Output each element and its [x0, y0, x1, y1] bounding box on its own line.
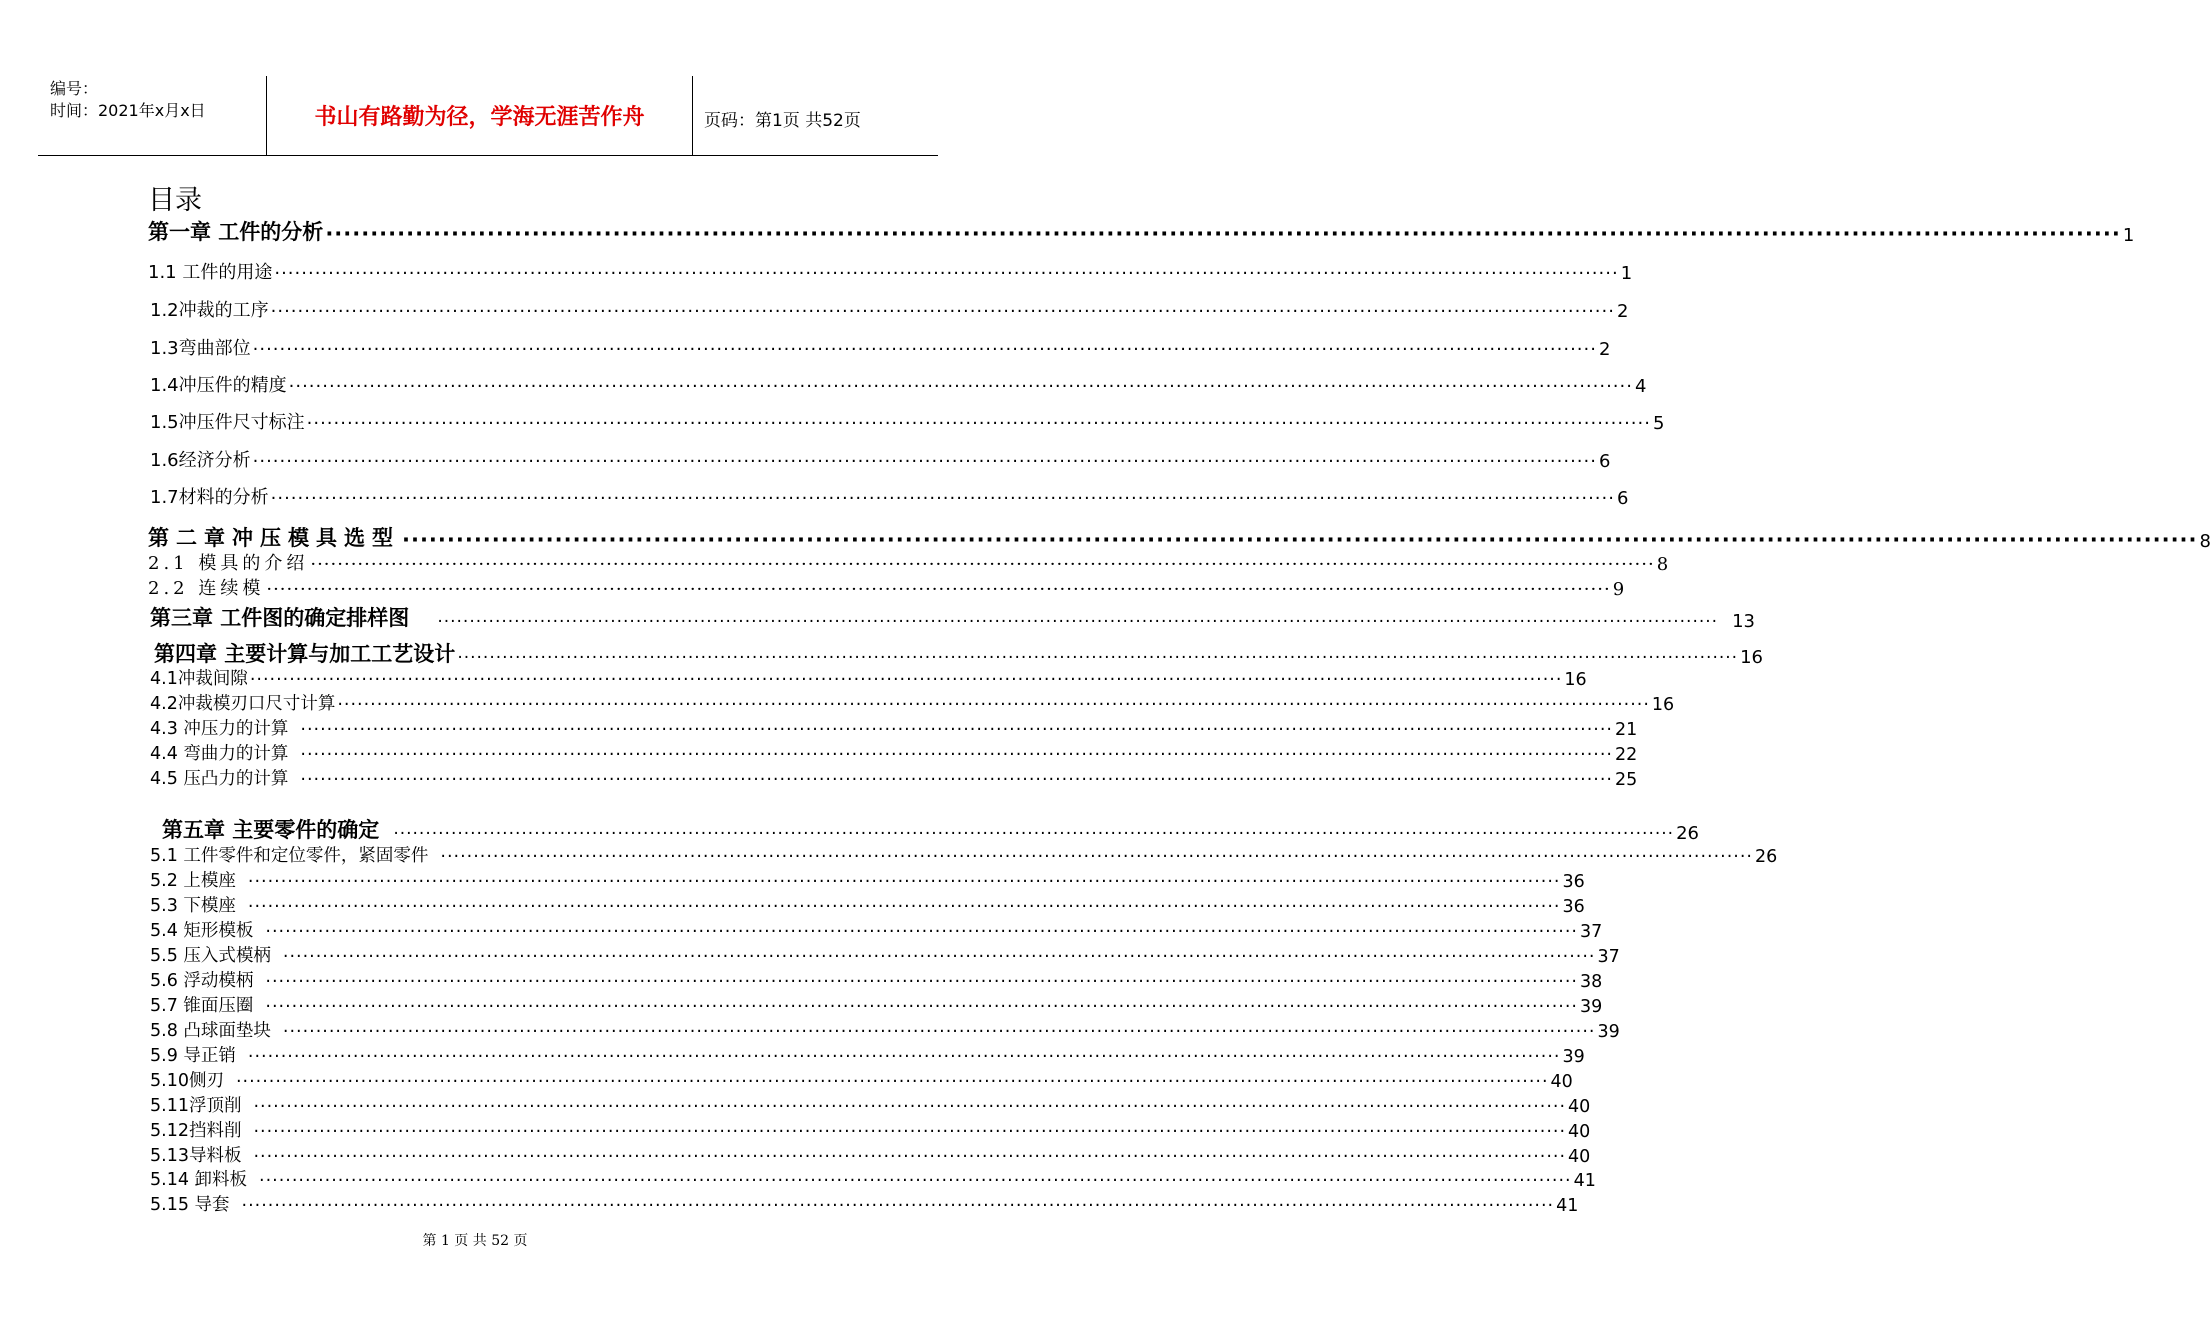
- toc-leader-dots: ········································································································································································································: [310, 554, 1655, 575]
- toc-leader-dots: ········································································································································································································: [265, 997, 1578, 1017]
- toc-leader-dots: ········································································································································································································: [265, 972, 1578, 992]
- toc-entry-label: 第四章 主要计算与加工工艺设计: [154, 642, 456, 666]
- toc-entry-page: 40: [1568, 1147, 1591, 1167]
- toc-entry[interactable]: [150, 1166, 1596, 1191]
- toc-entry-label: 1.6经济分析: [150, 450, 251, 471]
- toc-entry-label: 5.14 卸料板: [150, 1170, 248, 1190]
- toc-entry[interactable]: [150, 1042, 1585, 1067]
- toc-entry[interactable]: [148, 574, 1625, 600]
- toc-leader-dots: ········································································································································································································: [402, 528, 2198, 552]
- toc-entry-label: 4.3 冲压力的计算: [150, 719, 289, 739]
- toc-entry-page: 40: [1568, 1122, 1591, 1142]
- toc-entry-label: 5.5 压入式模柄: [150, 946, 271, 966]
- toc-entry-label: 第二章冲压模具选型: [148, 526, 400, 550]
- toc-title: 目录: [148, 185, 202, 216]
- toc-entry[interactable]: [150, 842, 1778, 867]
- toc-entry-label: 1.2冲裁的工序: [150, 300, 269, 321]
- toc-entry-page: 5: [1652, 413, 1665, 434]
- toc-leader-dots: ········································································································································································································: [253, 1122, 1567, 1142]
- toc-entry-page: 36: [1562, 897, 1585, 917]
- toc-entry-label: 5.3 下模座: [150, 896, 236, 916]
- toc-leader-dots: ········································································································································································································: [259, 1171, 1572, 1191]
- toc-entry[interactable]: [150, 371, 1647, 397]
- toc-entry-page: 1: [2122, 225, 2135, 246]
- toc-leader-dots: ········································································································································································································: [300, 720, 1613, 740]
- toc-entry[interactable]: [150, 296, 1629, 322]
- toc-entry-label: 1.4冲压件的精度: [150, 375, 287, 396]
- toc-entry-label: 1.7材料的分析: [150, 487, 269, 508]
- toc-leader-dots: ········································································································································································································: [306, 413, 1651, 434]
- toc-entry-page: 39: [1579, 997, 1603, 1017]
- document-header: [38, 76, 938, 156]
- toc-entry-label: 5.15 导套: [150, 1195, 230, 1215]
- toc-entry-label: 5.7 锥面压圈: [150, 996, 254, 1016]
- header-divider: [692, 76, 693, 155]
- toc-entry-label: 1.5冲压件尺寸标注: [150, 412, 305, 433]
- toc-entry[interactable]: [150, 942, 1620, 967]
- toc-entry-label: 5.12挡料削: [150, 1121, 242, 1141]
- toc-entry-page: 16: [1651, 695, 1675, 715]
- toc-entry-label: 5.10侧刃: [150, 1071, 224, 1091]
- toc-entry-chapter-2[interactable]: [148, 522, 2211, 552]
- toc-entry-chapter-3[interactable]: [150, 602, 1755, 632]
- toc-entry-page: 9: [1612, 579, 1625, 600]
- toc-entry-label: 5.8 凸球面垫块: [150, 1021, 271, 1041]
- toc-entry-page: 40: [1568, 1097, 1591, 1117]
- toc-leader-dots: ········································································································································································································: [437, 612, 1719, 632]
- toc-entry-label: 2.2 连续模: [148, 578, 265, 599]
- header-motto: 书山有路勤为径，学海无涯苦作舟: [314, 105, 645, 130]
- toc-leader-dots: ········································································································································································································: [266, 579, 1611, 600]
- toc-entry[interactable]: [150, 408, 1665, 434]
- toc-entry[interactable]: [150, 867, 1585, 892]
- page-footer: 第 1 页 共 52 页: [422, 1233, 528, 1249]
- toc-entry-label: 4.1冲裁间隙: [150, 669, 248, 689]
- toc-leader-dots: ········································································································································································································: [440, 847, 1753, 867]
- toc-entry-page: 13: [1732, 611, 1755, 632]
- toc-entry-chapter-1[interactable]: [148, 216, 2135, 246]
- toc-leader-dots: ········································································································································································································: [325, 222, 2121, 246]
- toc-entry-page: 37: [1597, 947, 1620, 967]
- toc-entry[interactable]: [150, 1092, 1591, 1117]
- toc-entry[interactable]: [150, 1067, 1573, 1092]
- toc-leader-dots: ········································································································································································································: [235, 1072, 1549, 1092]
- toc-leader-dots: ········································································································································································································: [274, 263, 1619, 284]
- toc-entry-page: 39: [1597, 1022, 1620, 1042]
- toc-entry-label: 2.1 模具的介绍: [148, 553, 309, 574]
- toc-entry[interactable]: [150, 967, 1603, 992]
- toc-entry[interactable]: [150, 665, 1587, 690]
- toc-entry-page: 26: [1754, 847, 1778, 867]
- toc-entry-page: 22: [1614, 745, 1638, 765]
- toc-entry-page: 38: [1579, 972, 1603, 992]
- toc-leader-dots: ········································································································································································································: [247, 897, 1561, 917]
- toc-entry[interactable]: [150, 740, 1638, 765]
- toc-leader-dots: ········································································································································································································: [282, 947, 1596, 967]
- toc-entry-page: 36: [1562, 872, 1585, 892]
- toc-leader-dots: ········································································································································································································: [249, 670, 1563, 690]
- toc-entry-page: 39: [1562, 1047, 1585, 1067]
- toc-entry-page: 8: [1656, 554, 1669, 575]
- toc-leader-dots: ········································································································································································································: [265, 922, 1578, 942]
- toc-leader-dots: ········································································································································································································: [300, 745, 1613, 765]
- toc-leader-dots: ········································································································································································································: [300, 770, 1613, 790]
- toc-entry-chapter-5[interactable]: [162, 814, 1699, 844]
- toc-entry[interactable]: [150, 765, 1638, 790]
- toc-entry[interactable]: [150, 334, 1611, 360]
- toc-entry-label: 1.3弯曲部位: [150, 338, 251, 359]
- toc-entry-page: 40: [1550, 1072, 1573, 1092]
- toc-entry[interactable]: [150, 1191, 1579, 1216]
- toc-entry-label: 5.4 矩形模板: [150, 921, 254, 941]
- toc-entry[interactable]: [148, 549, 1669, 575]
- toc-entry-label: 4.5 压凸力的计算: [150, 769, 289, 789]
- toc-entry-label: 4.4 弯曲力的计算: [150, 744, 289, 764]
- toc-entry-page: 2: [1616, 301, 1629, 322]
- toc-entry-label: 5.13导料板: [150, 1146, 242, 1166]
- toc-entry[interactable]: [150, 690, 1675, 715]
- toc-leader-dots: ········································································································································································································: [288, 376, 1633, 397]
- toc-entry-label: 5.9 导正销: [150, 1046, 236, 1066]
- toc-leader-dots: ········································································································································································································: [247, 1047, 1561, 1067]
- toc-leader-dots: ········································································································································································································: [241, 1196, 1555, 1216]
- toc-entry-label: 5.6 浮动模柄: [150, 971, 254, 991]
- time-label: 时间：2021年x月x日: [50, 101, 206, 120]
- toc-entry[interactable]: [148, 258, 1633, 284]
- toc-leader-dots: ········································································································································································································: [270, 488, 1615, 509]
- toc-leader-dots: ········································································································································································································: [253, 1147, 1567, 1167]
- toc-leader-dots: ········································································································································································································: [270, 301, 1615, 322]
- toc-leader-dots: ········································································································································································································: [337, 695, 1650, 715]
- toc-leader-dots: ········································································································································································································: [282, 1022, 1596, 1042]
- toc-entry[interactable]: [150, 917, 1603, 942]
- toc-entry-page: 2: [1598, 339, 1611, 360]
- toc-entry-page: 6: [1598, 451, 1611, 472]
- toc-entry-page: 16: [1564, 670, 1587, 690]
- toc-leader-dots: ········································································································································································································: [252, 339, 1597, 360]
- toc-entry-label: 第一章 工件的分析: [148, 220, 324, 244]
- toc-entry-page: 8: [2199, 531, 2211, 552]
- number-label: 编号：: [50, 79, 99, 98]
- toc-entry-chapter-4[interactable]: [154, 638, 1763, 668]
- toc-entry[interactable]: [150, 892, 1585, 917]
- toc-entry-page: 26: [1676, 823, 1699, 844]
- toc-entry[interactable]: [150, 1117, 1591, 1142]
- toc-entry-page: 41: [1573, 1171, 1596, 1191]
- toc-leader-dots: ········································································································································································································: [247, 872, 1561, 892]
- toc-entry-page: 4: [1634, 376, 1647, 397]
- toc-entry-label: 4.2冲裁模刃口尺寸计算: [150, 694, 336, 714]
- toc-leader-dots: ········································································································································································································: [253, 1097, 1567, 1117]
- toc-entry[interactable]: [150, 446, 1611, 472]
- toc-entry-page: 41: [1556, 1196, 1579, 1216]
- toc-entry[interactable]: [150, 483, 1629, 509]
- toc-entry[interactable]: [150, 1142, 1591, 1167]
- toc-entry-page: 16: [1740, 647, 1763, 668]
- toc-entry-label: 1.1 工件的用途: [148, 262, 273, 283]
- toc-entry-page: 21: [1614, 720, 1638, 740]
- header-meta: [50, 78, 206, 122]
- toc-entry-page: 1: [1620, 263, 1633, 284]
- toc-entry-page: 37: [1579, 922, 1603, 942]
- toc-leader-dots: ········································································································································································································: [393, 824, 1675, 844]
- toc-entry[interactable]: [150, 1017, 1620, 1042]
- toc-entry[interactable]: [150, 715, 1638, 740]
- toc-entry[interactable]: [150, 992, 1603, 1017]
- header-page-info: 页码：第1页 共52页: [704, 111, 861, 131]
- toc-entry-label: 5.11浮顶削: [150, 1096, 242, 1116]
- toc-entry-label: 5.1 工件零件和定位零件，紧固零件: [150, 846, 429, 866]
- toc-entry-page: 6: [1616, 488, 1629, 509]
- toc-leader-dots: ········································································································································································································: [252, 451, 1597, 472]
- toc-entry-label: 第五章 主要零件的确定: [162, 818, 380, 842]
- toc-entry-label: 第三章 工件图的确定排样图: [150, 606, 410, 630]
- toc-leader-dots: ········································································································································································································: [457, 648, 1739, 668]
- toc-entry-page: 25: [1614, 770, 1638, 790]
- toc-entry-label: 5.2 上模座: [150, 871, 236, 891]
